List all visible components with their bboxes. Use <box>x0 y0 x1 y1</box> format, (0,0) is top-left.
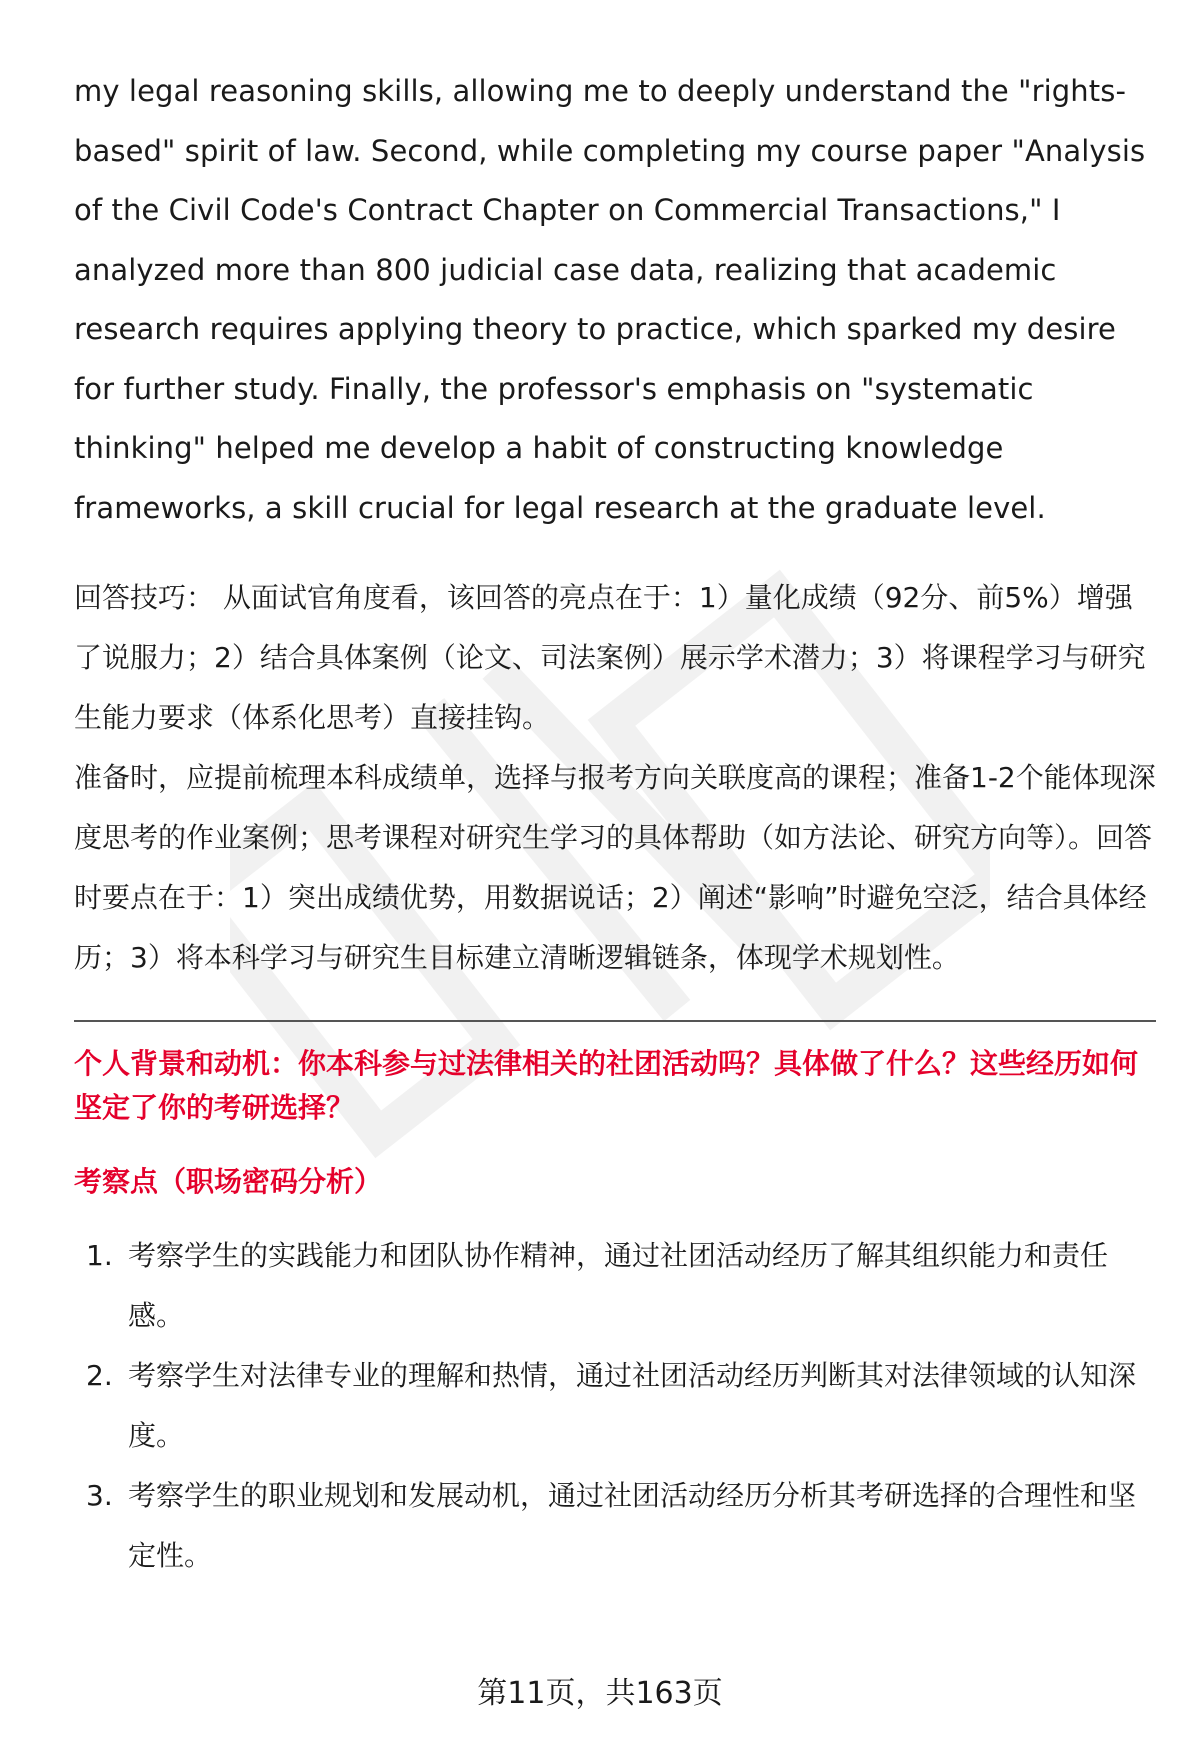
intro-paragraph: my legal reasoning skills, allowing me to deeply understand the "rights-based" spirit of law. Second, while completing my course paper "Analysis of the Civil Code's Contract Chapter on Commercial Transactions," I analyzed more than 800 judicial case data, realizing that academic research requires applying theory to practice, which sparked my desire for further study. Finally, the professor's emphasis on "systematic thinking" helped me develop a habit of constructing knowledge frameworks, a skill crucial for legal research at the graduate level. <box>74 74 1146 525</box>
list-item <box>74 1466 1156 1586</box>
analysis-heading: 考察点（职场密码分析） <box>74 1165 383 1198</box>
analysis-points-list <box>74 1226 1156 1586</box>
question-heading: 个人背景和动机：你本科参与过法律相关的社团活动吗？具体做了什么？这些经历如何坚定了你的考研选择？ <box>74 1047 1139 1124</box>
tips-paragraph-2: 准备时，应提前梳理本科成绩单，选择与报考方向关联度高的课程；准备1-2个能体现深度思考的作业案例；思考课程对研究生学习的具体帮助（如方法论、研究方向等）。回答时要点在于：1）突出成绩优势，用数据说话；2）阐述“影响”时避免空泛，结合具体经历；3）将本科学习与研究生目标建立清晰逻辑链条，体现学术规划性。 <box>74 761 1156 974</box>
list-item-number: 1. <box>86 1239 113 1272</box>
list-item-text: 考察学生对法律专业的理解和热情，通过社团活动经历判断其对法律领域的认知深度。 <box>128 1359 1137 1452</box>
list-item <box>74 1226 1156 1346</box>
list-item-text: 考察学生的职业规划和发展动机，通过社团活动经历分析其考研选择的合理性和坚定性。 <box>128 1479 1137 1572</box>
section-divider <box>74 1020 1156 1022</box>
answer-tips-section <box>74 568 1156 988</box>
list-item-number: 2. <box>86 1359 113 1392</box>
list-item-number: 3. <box>86 1479 113 1512</box>
page-number-footer: 第11页，共163页 <box>477 1676 723 1711</box>
tips-paragraph-1: 回答技巧： 从面试官角度看，该回答的亮点在于：1）量化成绩（92分、前5%）增强了说服力；2）结合具体案例（论文、司法案例）展示学术潜力；3）将课程学习与研究生能力要求（体系化思考）直接挂钩。 <box>74 581 1146 734</box>
document-page <box>74 62 1156 1586</box>
list-item <box>74 1346 1156 1466</box>
list-item-text: 考察学生的实践能力和团队协作精神，通过社团活动经历了解其组织能力和责任感。 <box>128 1239 1109 1332</box>
